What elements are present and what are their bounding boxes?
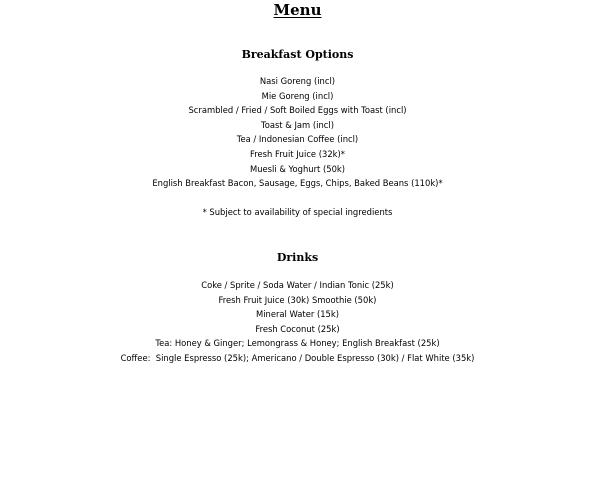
availability-note: * Subject to availability of special ingredients — [202, 207, 393, 217]
menu-title: Menu — [273, 1, 322, 19]
breakfast-heading: Breakfast Options — [241, 48, 354, 61]
list-item: Coke / Sprite / Soda Water / Indian Tonic (25k) — [201, 280, 394, 290]
list-item: Nasi Goreng (incl) — [259, 76, 336, 86]
breakfast-list — [0, 74, 595, 191]
list-item: English Breakfast Bacon, Sausage, Eggs, Chips, Baked Beans (110k)* — [152, 178, 443, 189]
drinks-heading: Drinks — [276, 251, 319, 264]
list-item: Fresh Fruit Juice (32k)* — [250, 148, 345, 159]
list-item: Tea: Honey & Ginger; Lemongrass & Honey; English Breakfast (25k) — [155, 338, 440, 349]
list-item: Muesli & Yoghurt (50k) — [249, 163, 346, 174]
list-item: Mineral Water (15k) — [255, 309, 340, 320]
list-item: Fresh Fruit Juice (30k) Smoothie (50k) — [218, 294, 377, 305]
list-item: Tea / Indonesian Coffee (incl) — [236, 134, 359, 145]
list-item: Mie Goreng (incl) — [261, 90, 334, 101]
list-item: Scrambled / Fried / Soft Boiled Eggs with Toast (incl) — [188, 105, 407, 116]
list-item: Fresh Coconut (25k) — [255, 323, 340, 334]
list-item: Toast & Jam (incl) — [261, 119, 334, 130]
list-item: Coffee: Single Espresso (25k); Americano / Double Espresso (30k) / Flat White (35k) — [120, 352, 475, 363]
drinks-list — [0, 278, 595, 366]
